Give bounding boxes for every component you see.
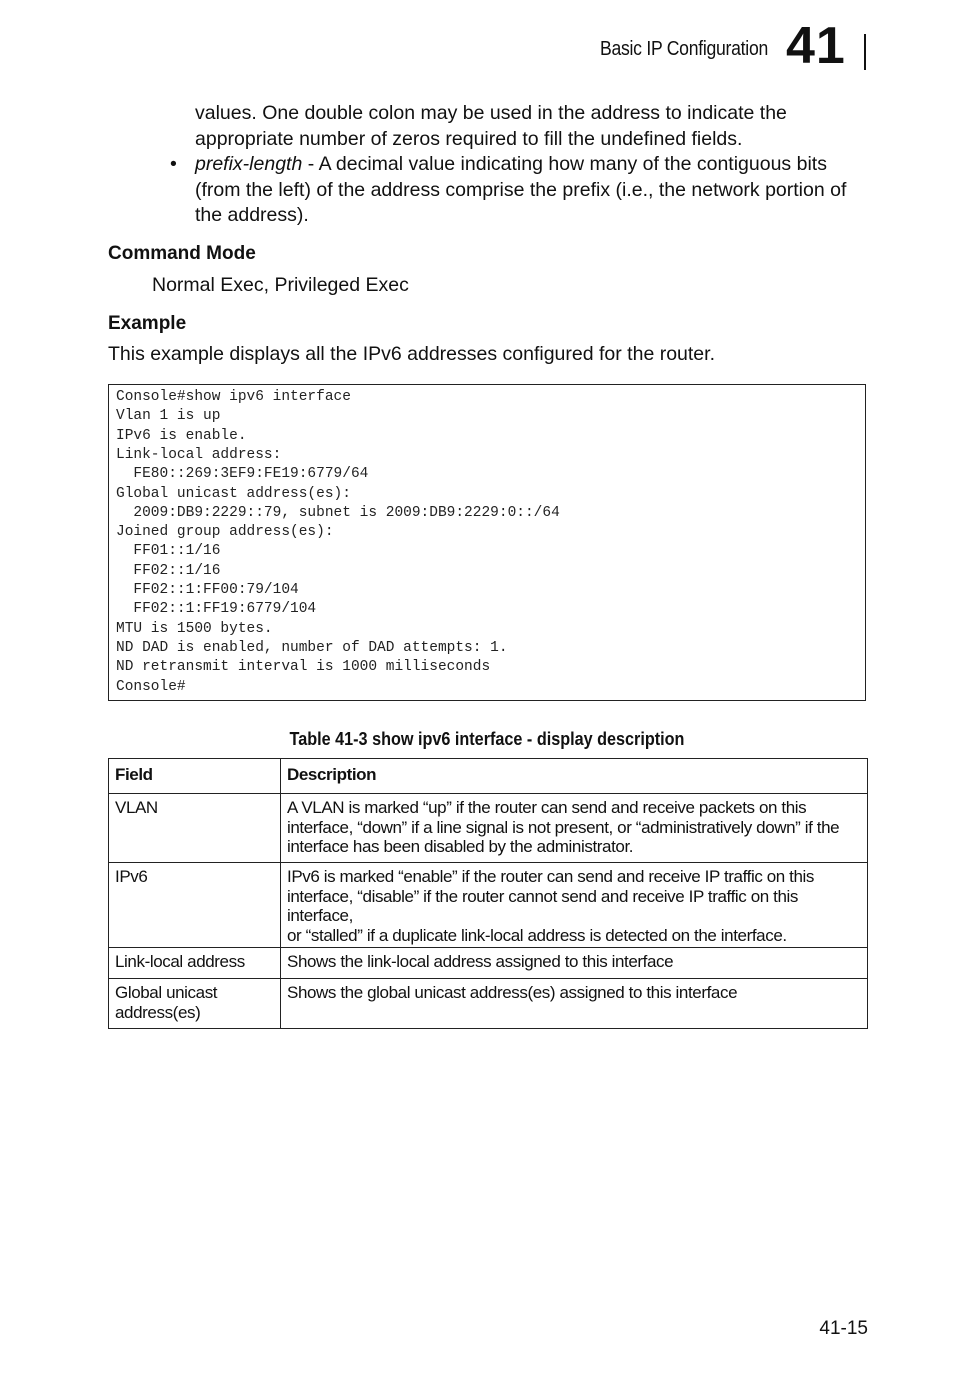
description-line: interface, “disable” if the router cannot send and receive IP traffic on this interface, — [287, 886, 798, 925]
table-caption: Table 41-3 show ipv6 interface - display description — [289, 729, 685, 749]
code-line: Console# — [116, 678, 186, 695]
description-line: interface has been disabled by the administrator. — [287, 837, 634, 856]
code-line: Global unicast address(es): — [116, 485, 351, 502]
field-cell: IPv6 — [109, 863, 281, 948]
bullet-description: - A decimal value indicating how many of the contiguous bits (from the left) of the address comprise the prefix (i.e., the network portion of the address). — [195, 153, 847, 226]
description-line: or “stalled” if a duplicate link-local address is detected on the interface. — [287, 925, 787, 945]
code-line: Link-local address: — [116, 446, 282, 463]
code-line: FF02::1/16 — [116, 562, 221, 579]
bullet-term: prefix-length — [195, 153, 303, 175]
field-line: Global unicast — [115, 983, 218, 1002]
continuation-line: values. One double colon may be used in the address to indicate the — [195, 102, 787, 124]
display-description-table — [108, 758, 868, 1029]
command-mode-text: Normal Exec, Privileged Exec — [152, 274, 409, 296]
section-title: Basic IP Configuration — [599, 38, 768, 60]
code-line: FF01::1/16 — [116, 543, 221, 560]
table-row — [109, 979, 868, 1029]
continuation-paragraph — [195, 101, 875, 152]
command-mode-heading: Command Mode — [108, 243, 256, 264]
page-number: 41-15 — [819, 1318, 868, 1339]
description-cell — [281, 863, 868, 948]
bullet-symbol: • — [170, 153, 177, 175]
table-row — [109, 948, 868, 979]
code-line: FF02::1:FF00:79/104 — [116, 582, 299, 598]
description-line: Shows the global unicast address(es) assigned to this interface — [287, 983, 738, 1002]
description-line: A VLAN is marked “up” if the router can send and receive packets on this — [287, 798, 807, 817]
continuation-line: appropriate number of zeros required to fill the undefined fields. — [195, 127, 743, 150]
code-line: Vlan 1 is up — [116, 408, 221, 425]
description-cell — [281, 948, 868, 979]
code-line: MTU is 1500 bytes. — [116, 620, 273, 637]
table-row — [109, 794, 868, 863]
description-line: interface, “down” if a line signal is not present, or “administratively down” if the — [287, 817, 840, 837]
example-heading: Example — [108, 313, 187, 334]
field-line: address(es) — [115, 1002, 201, 1022]
code-line: ND retransmit interval is 1000 milliseconds — [116, 659, 491, 676]
example-intro: This example displays all the IPv6 addresses configured for the router. — [108, 343, 715, 365]
field-cell — [109, 979, 281, 1029]
description-cell — [281, 794, 868, 863]
chapter-number: 41 — [786, 17, 846, 75]
chapter-divider — [864, 34, 866, 70]
code-line: IPv6 is enable. — [116, 427, 247, 444]
code-line: Joined group address(es): — [116, 524, 334, 541]
description-line: IPv6 is marked “enable” if the router can send and receive IP traffic on this — [287, 867, 815, 886]
bullet-text — [195, 152, 867, 229]
table-row — [109, 863, 868, 948]
description-line: Shows the link-local address assigned to this interface — [287, 952, 674, 971]
code-line: 2009:DB9:2229::79, subnet is 2009:DB9:2229:0::/64 — [116, 504, 560, 521]
field-cell: Link-local address — [109, 948, 281, 979]
description-cell — [281, 979, 868, 1029]
table-header-row — [109, 759, 868, 794]
code-line: FE80::269:3EF9:FE19:6779/64 — [116, 466, 369, 483]
column-header-field: Field — [109, 759, 281, 794]
column-header-description: Description — [281, 759, 868, 794]
code-line: FF02::1:FF19:6779/104 — [116, 601, 317, 618]
code-line: ND DAD is enabled, number of DAD attempts: 1. — [116, 639, 508, 656]
field-cell: VLAN — [109, 794, 281, 863]
code-line: Console#show ipv6 interface — [116, 389, 351, 405]
code-example-box — [108, 384, 866, 701]
